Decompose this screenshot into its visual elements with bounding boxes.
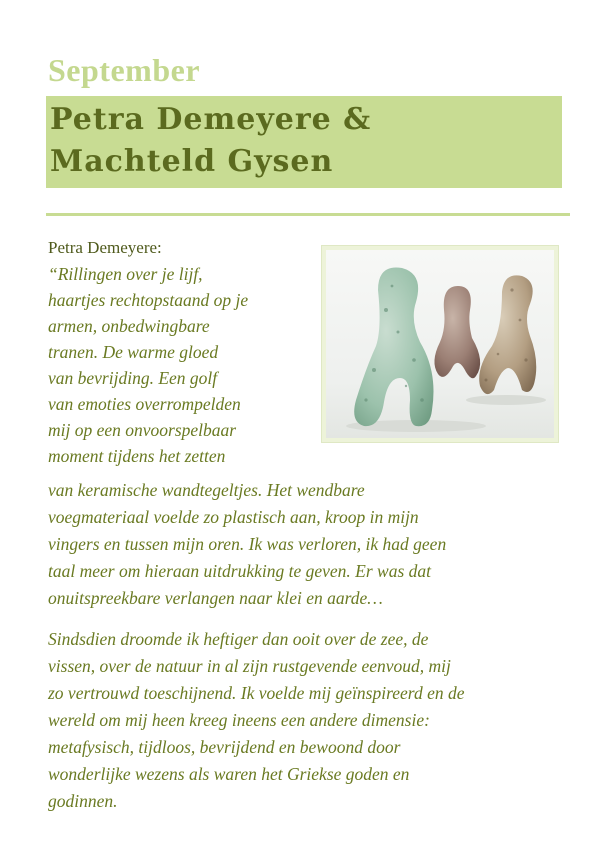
- paragraph-line: vingers en tussen mijn oren. Ik was verloren, ik had geen: [48, 534, 447, 554]
- paragraph-line: wonderlijke wezens als waren het Griekse goden en: [48, 764, 410, 784]
- paragraph-line: armen, onbedwingbare: [48, 316, 210, 336]
- section-divider: [46, 213, 570, 216]
- paragraph-line: zo vertrouwd toeschijnend. Ik voelde mij geïnspireerd en de: [48, 683, 465, 703]
- author-label: Petra Demeyere:: [48, 238, 162, 257]
- paragraph-line: wereld om mij heen kreeg ineens een andere dimensie:: [48, 710, 430, 730]
- title-banner: [46, 96, 562, 188]
- month-heading: September: [48, 52, 201, 88]
- paragraph-line: haartjes rechtopstaand op je: [48, 290, 249, 310]
- paragraph-line: van keramische wandtegeltjes. Het wendbare: [48, 480, 365, 500]
- paragraph-line: Sindsdien droomde ik heftiger dan ooit over de zee, de: [48, 629, 429, 649]
- ceramic-figures-image: [326, 250, 554, 438]
- title-line-2: Machteld Gysen: [50, 144, 334, 179]
- paragraph-line: van bevrijding. Een golf: [48, 368, 218, 388]
- paragraph-line: onuitspreekbare verlangen naar klei en aarde…: [48, 588, 383, 608]
- title-line-1: Petra Demeyere &: [50, 102, 372, 137]
- photo-frame: [322, 246, 558, 442]
- paragraph-line: vissen, over de natuur in al zijn rustgevende eenvoud, mij: [48, 656, 451, 676]
- paragraph-line: taal meer om hieraan uitdrukking te geven. Er was dat: [48, 561, 431, 581]
- paragraph-line: godinnen.: [48, 791, 118, 811]
- paragraph-line: “Rillingen over je lijf,: [48, 264, 203, 284]
- paragraph-line: tranen. De warme gloed: [48, 342, 219, 362]
- paragraph-line: mij op een onvoorspelbaar: [48, 420, 237, 440]
- paragraph-line: metafysisch, tijdloos, bevrijdend en bewoond door: [48, 737, 401, 757]
- paragraph-line: voegmateriaal voelde zo plastisch aan, kroop in mijn: [48, 507, 419, 527]
- paragraph-line: moment tijdens het zetten: [48, 446, 226, 466]
- paragraph-line: van emoties overrompelden: [48, 394, 241, 414]
